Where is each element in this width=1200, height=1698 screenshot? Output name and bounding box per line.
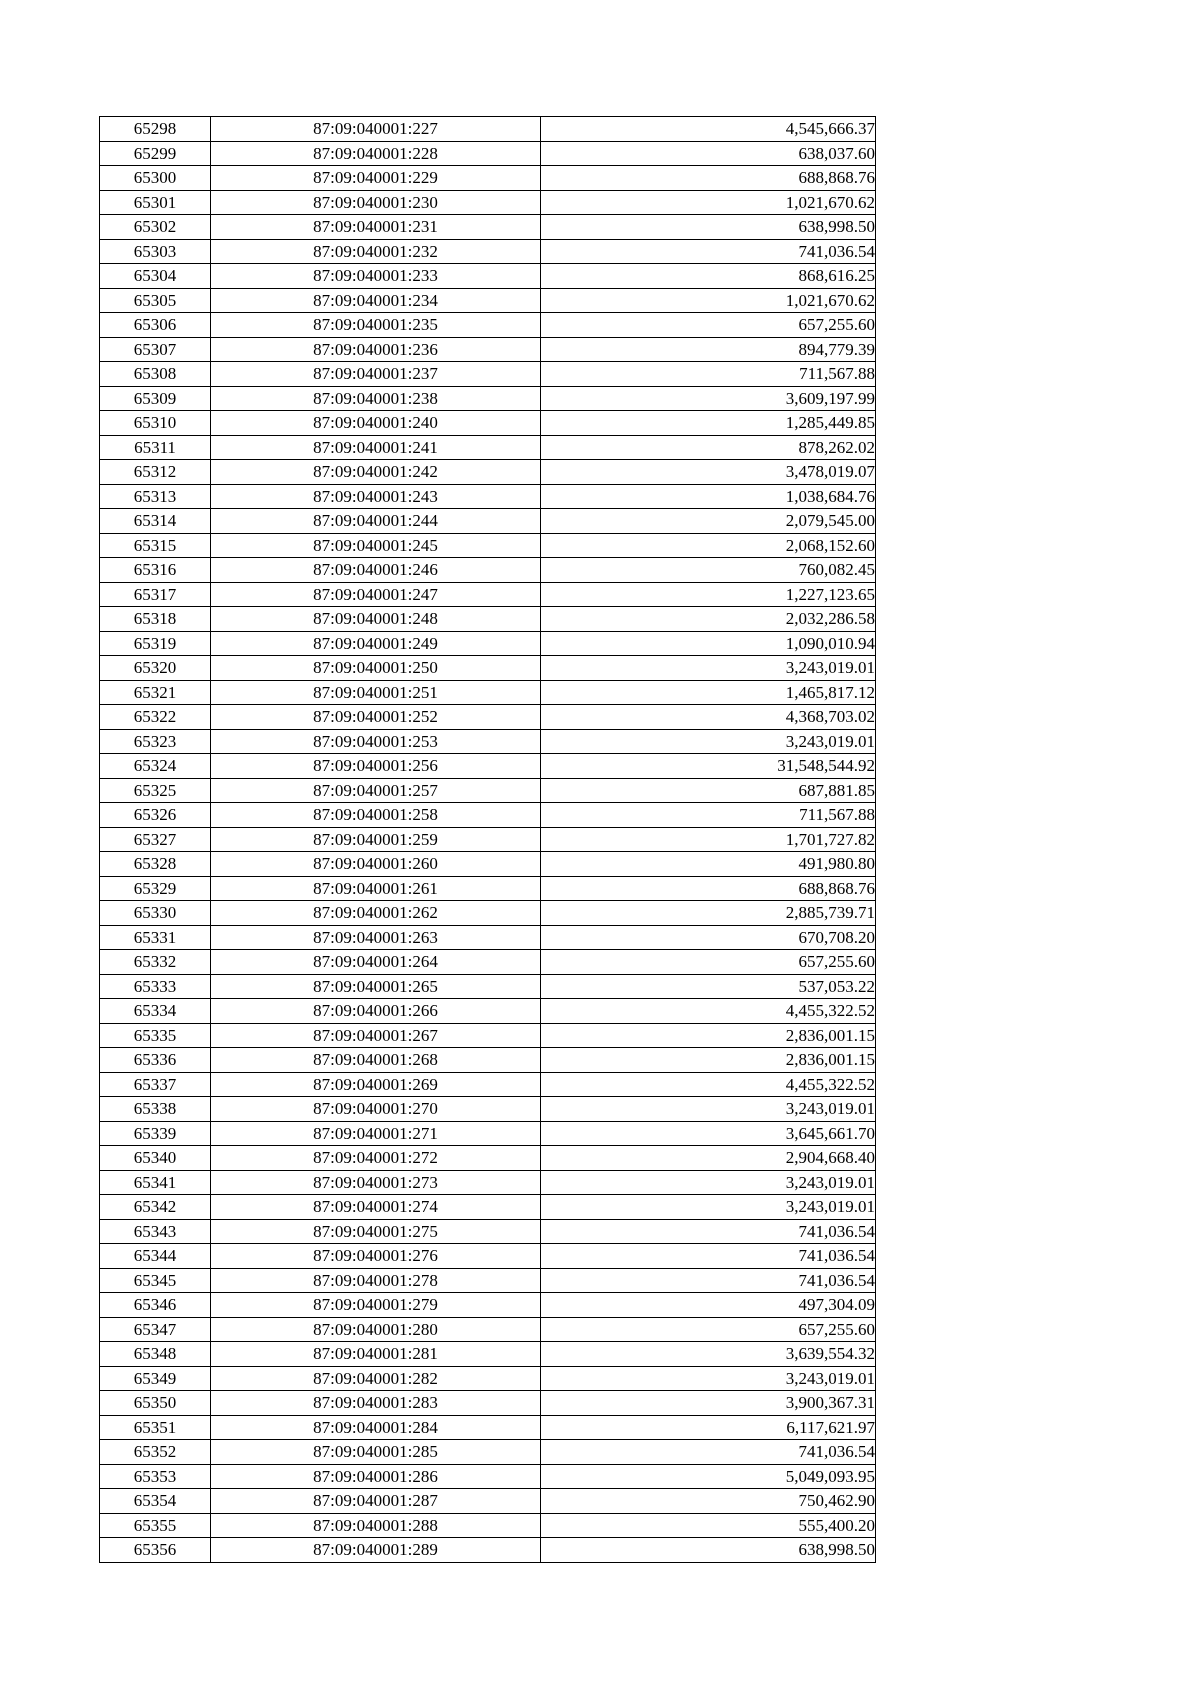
table-row [100, 974, 876, 999]
value-cell: 760,082.45 [541, 558, 876, 583]
row-number-cell: 65309 [100, 386, 211, 411]
table-row [100, 117, 876, 142]
row-number-cell: 65332 [100, 950, 211, 975]
value-cell: 657,255.60 [541, 1317, 876, 1342]
value-cell: 638,998.50 [541, 215, 876, 240]
value-cell: 4,455,322.52 [541, 999, 876, 1024]
table-row [100, 460, 876, 485]
table-row [100, 1023, 876, 1048]
value-cell: 3,243,019.01 [541, 729, 876, 754]
row-number-cell: 65321 [100, 680, 211, 705]
table-row [100, 1219, 876, 1244]
table-row [100, 582, 876, 607]
value-cell: 6,117,621.97 [541, 1415, 876, 1440]
cadastral-number-cell: 87:09:040001:258 [211, 803, 541, 828]
table-row [100, 656, 876, 681]
value-cell: 711,567.88 [541, 362, 876, 387]
cadastral-number-cell: 87:09:040001:230 [211, 190, 541, 215]
table-row [100, 1538, 876, 1563]
cadastral-number-cell: 87:09:040001:289 [211, 1538, 541, 1563]
cadastral-number-cell: 87:09:040001:274 [211, 1195, 541, 1220]
cadastral-number-cell: 87:09:040001:266 [211, 999, 541, 1024]
value-cell: 2,079,545.00 [541, 509, 876, 534]
table-row [100, 827, 876, 852]
cadastral-number-cell: 87:09:040001:263 [211, 925, 541, 950]
value-cell: 3,243,019.01 [541, 656, 876, 681]
value-cell: 741,036.54 [541, 1219, 876, 1244]
cadastral-number-cell: 87:09:040001:250 [211, 656, 541, 681]
value-cell: 3,243,019.01 [541, 1097, 876, 1122]
value-cell: 688,868.76 [541, 166, 876, 191]
table-row [100, 435, 876, 460]
row-number-cell: 65307 [100, 337, 211, 362]
cadastral-number-cell: 87:09:040001:270 [211, 1097, 541, 1122]
row-number-cell: 65345 [100, 1268, 211, 1293]
table-body [100, 117, 876, 1563]
row-number-cell: 65303 [100, 239, 211, 264]
cadastral-number-cell: 87:09:040001:229 [211, 166, 541, 191]
row-number-cell: 65348 [100, 1342, 211, 1367]
row-number-cell: 65331 [100, 925, 211, 950]
value-cell: 1,285,449.85 [541, 411, 876, 436]
cadastral-number-cell: 87:09:040001:261 [211, 876, 541, 901]
table-row [100, 1415, 876, 1440]
cadastral-number-cell: 87:09:040001:276 [211, 1244, 541, 1269]
row-number-cell: 65320 [100, 656, 211, 681]
value-cell: 2,885,739.71 [541, 901, 876, 926]
value-cell: 688,868.76 [541, 876, 876, 901]
cadastral-number-cell: 87:09:040001:283 [211, 1391, 541, 1416]
cadastral-number-cell: 87:09:040001:244 [211, 509, 541, 534]
table-row [100, 1342, 876, 1367]
table-row [100, 852, 876, 877]
row-number-cell: 65333 [100, 974, 211, 999]
value-cell: 1,227,123.65 [541, 582, 876, 607]
row-number-cell: 65340 [100, 1146, 211, 1171]
value-cell: 638,998.50 [541, 1538, 876, 1563]
row-number-cell: 65322 [100, 705, 211, 730]
table-row [100, 803, 876, 828]
value-cell: 4,368,703.02 [541, 705, 876, 730]
cadastral-number-cell: 87:09:040001:248 [211, 607, 541, 632]
row-number-cell: 65326 [100, 803, 211, 828]
value-cell: 2,904,668.40 [541, 1146, 876, 1171]
value-cell: 497,304.09 [541, 1293, 876, 1318]
value-cell: 3,639,554.32 [541, 1342, 876, 1367]
cadastral-number-cell: 87:09:040001:233 [211, 264, 541, 289]
cadastral-number-cell: 87:09:040001:281 [211, 1342, 541, 1367]
table-row [100, 1464, 876, 1489]
row-number-cell: 65312 [100, 460, 211, 485]
table-row [100, 1513, 876, 1538]
table-row [100, 215, 876, 240]
value-cell: 878,262.02 [541, 435, 876, 460]
row-number-cell: 65306 [100, 313, 211, 338]
value-cell: 4,455,322.52 [541, 1072, 876, 1097]
value-cell: 741,036.54 [541, 239, 876, 264]
value-cell: 1,021,670.62 [541, 190, 876, 215]
row-number-cell: 65313 [100, 484, 211, 509]
value-cell: 3,478,019.07 [541, 460, 876, 485]
value-cell: 491,980.80 [541, 852, 876, 877]
cadastral-number-cell: 87:09:040001:246 [211, 558, 541, 583]
table-row [100, 1170, 876, 1195]
row-number-cell: 65353 [100, 1464, 211, 1489]
row-number-cell: 65302 [100, 215, 211, 240]
row-number-cell: 65324 [100, 754, 211, 779]
row-number-cell: 65315 [100, 533, 211, 558]
value-cell: 31,548,544.92 [541, 754, 876, 779]
row-number-cell: 65318 [100, 607, 211, 632]
row-number-cell: 65301 [100, 190, 211, 215]
cadastral-number-cell: 87:09:040001:253 [211, 729, 541, 754]
row-number-cell: 65347 [100, 1317, 211, 1342]
row-number-cell: 65314 [100, 509, 211, 534]
table-row [100, 729, 876, 754]
row-number-cell: 65328 [100, 852, 211, 877]
row-number-cell: 65298 [100, 117, 211, 142]
table-row [100, 1048, 876, 1073]
row-number-cell: 65305 [100, 288, 211, 313]
cadastral-number-cell: 87:09:040001:272 [211, 1146, 541, 1171]
cadastral-number-cell: 87:09:040001:240 [211, 411, 541, 436]
cadastral-number-cell: 87:09:040001:259 [211, 827, 541, 852]
table-row [100, 288, 876, 313]
cadastral-number-cell: 87:09:040001:262 [211, 901, 541, 926]
table-row [100, 558, 876, 583]
value-cell: 750,462.90 [541, 1489, 876, 1514]
table-row [100, 313, 876, 338]
cadastral-value-table [99, 116, 876, 1563]
value-cell: 657,255.60 [541, 950, 876, 975]
value-cell: 2,836,001.15 [541, 1023, 876, 1048]
table-row [100, 533, 876, 558]
cadastral-number-cell: 87:09:040001:265 [211, 974, 541, 999]
value-cell: 3,609,197.99 [541, 386, 876, 411]
row-number-cell: 65355 [100, 1513, 211, 1538]
table-row [100, 1293, 876, 1318]
row-number-cell: 65325 [100, 778, 211, 803]
cadastral-number-cell: 87:09:040001:252 [211, 705, 541, 730]
value-cell: 2,836,001.15 [541, 1048, 876, 1073]
cadastral-number-cell: 87:09:040001:287 [211, 1489, 541, 1514]
table-row [100, 141, 876, 166]
value-cell: 741,036.54 [541, 1244, 876, 1269]
table-row [100, 166, 876, 191]
cadastral-number-cell: 87:09:040001:242 [211, 460, 541, 485]
value-cell: 741,036.54 [541, 1440, 876, 1465]
value-cell: 3,900,367.31 [541, 1391, 876, 1416]
cadastral-number-cell: 87:09:040001:247 [211, 582, 541, 607]
cadastral-number-cell: 87:09:040001:284 [211, 1415, 541, 1440]
row-number-cell: 65330 [100, 901, 211, 926]
value-cell: 5,049,093.95 [541, 1464, 876, 1489]
cadastral-number-cell: 87:09:040001:228 [211, 141, 541, 166]
table-row [100, 631, 876, 656]
value-cell: 687,881.85 [541, 778, 876, 803]
table-row [100, 386, 876, 411]
row-number-cell: 65329 [100, 876, 211, 901]
row-number-cell: 65316 [100, 558, 211, 583]
row-number-cell: 65310 [100, 411, 211, 436]
value-cell: 3,243,019.01 [541, 1170, 876, 1195]
cadastral-number-cell: 87:09:040001:288 [211, 1513, 541, 1538]
table-row [100, 1097, 876, 1122]
row-number-cell: 65311 [100, 435, 211, 460]
row-number-cell: 65300 [100, 166, 211, 191]
value-cell: 1,465,817.12 [541, 680, 876, 705]
row-number-cell: 65352 [100, 1440, 211, 1465]
row-number-cell: 65323 [100, 729, 211, 754]
row-number-cell: 65339 [100, 1121, 211, 1146]
value-cell: 3,243,019.01 [541, 1366, 876, 1391]
row-number-cell: 65351 [100, 1415, 211, 1440]
cadastral-number-cell: 87:09:040001:245 [211, 533, 541, 558]
value-cell: 2,068,152.60 [541, 533, 876, 558]
value-cell: 1,038,684.76 [541, 484, 876, 509]
table-row [100, 1146, 876, 1171]
value-cell: 711,567.88 [541, 803, 876, 828]
cadastral-number-cell: 87:09:040001:280 [211, 1317, 541, 1342]
table-row [100, 411, 876, 436]
cadastral-number-cell: 87:09:040001:243 [211, 484, 541, 509]
value-cell: 1,090,010.94 [541, 631, 876, 656]
table-row [100, 484, 876, 509]
table-row [100, 1268, 876, 1293]
cadastral-number-cell: 87:09:040001:227 [211, 117, 541, 142]
cadastral-number-cell: 87:09:040001:236 [211, 337, 541, 362]
cadastral-number-cell: 87:09:040001:235 [211, 313, 541, 338]
table-row [100, 950, 876, 975]
table-row [100, 1195, 876, 1220]
row-number-cell: 65336 [100, 1048, 211, 1073]
cadastral-number-cell: 87:09:040001:232 [211, 239, 541, 264]
table-row [100, 1317, 876, 1342]
cadastral-number-cell: 87:09:040001:271 [211, 1121, 541, 1146]
cadastral-number-cell: 87:09:040001:269 [211, 1072, 541, 1097]
row-number-cell: 65337 [100, 1072, 211, 1097]
table-row [100, 362, 876, 387]
value-cell: 638,037.60 [541, 141, 876, 166]
value-cell: 741,036.54 [541, 1268, 876, 1293]
cadastral-number-cell: 87:09:040001:273 [211, 1170, 541, 1195]
cadastral-number-cell: 87:09:040001:275 [211, 1219, 541, 1244]
cadastral-number-cell: 87:09:040001:238 [211, 386, 541, 411]
table-row [100, 1244, 876, 1269]
row-number-cell: 65338 [100, 1097, 211, 1122]
row-number-cell: 65342 [100, 1195, 211, 1220]
value-cell: 3,243,019.01 [541, 1195, 876, 1220]
table-row [100, 1366, 876, 1391]
table-row [100, 1121, 876, 1146]
cadastral-number-cell: 87:09:040001:241 [211, 435, 541, 460]
row-number-cell: 65317 [100, 582, 211, 607]
table-row [100, 680, 876, 705]
table-row [100, 754, 876, 779]
table-row [100, 239, 876, 264]
value-cell: 1,701,727.82 [541, 827, 876, 852]
value-cell: 657,255.60 [541, 313, 876, 338]
cadastral-number-cell: 87:09:040001:234 [211, 288, 541, 313]
table-row [100, 337, 876, 362]
table-row [100, 1440, 876, 1465]
row-number-cell: 65334 [100, 999, 211, 1024]
row-number-cell: 65299 [100, 141, 211, 166]
cadastral-number-cell: 87:09:040001:231 [211, 215, 541, 240]
cadastral-number-cell: 87:09:040001:256 [211, 754, 541, 779]
row-number-cell: 65350 [100, 1391, 211, 1416]
value-cell: 4,545,666.37 [541, 117, 876, 142]
row-number-cell: 65308 [100, 362, 211, 387]
table-row [100, 190, 876, 215]
row-number-cell: 65304 [100, 264, 211, 289]
table-row [100, 1072, 876, 1097]
table-row [100, 607, 876, 632]
cadastral-number-cell: 87:09:040001:257 [211, 778, 541, 803]
cadastral-number-cell: 87:09:040001:279 [211, 1293, 541, 1318]
cadastral-number-cell: 87:09:040001:264 [211, 950, 541, 975]
row-number-cell: 65356 [100, 1538, 211, 1563]
cadastral-number-cell: 87:09:040001:267 [211, 1023, 541, 1048]
table-row [100, 1391, 876, 1416]
cadastral-number-cell: 87:09:040001:286 [211, 1464, 541, 1489]
row-number-cell: 65335 [100, 1023, 211, 1048]
value-cell: 868,616.25 [541, 264, 876, 289]
value-cell: 894,779.39 [541, 337, 876, 362]
row-number-cell: 65354 [100, 1489, 211, 1514]
value-cell: 2,032,286.58 [541, 607, 876, 632]
table-row [100, 925, 876, 950]
table-row [100, 509, 876, 534]
cadastral-number-cell: 87:09:040001:237 [211, 362, 541, 387]
row-number-cell: 65341 [100, 1170, 211, 1195]
row-number-cell: 65346 [100, 1293, 211, 1318]
cadastral-number-cell: 87:09:040001:282 [211, 1366, 541, 1391]
value-cell: 670,708.20 [541, 925, 876, 950]
table-row [100, 1489, 876, 1514]
cadastral-number-cell: 87:09:040001:249 [211, 631, 541, 656]
row-number-cell: 65319 [100, 631, 211, 656]
table-row [100, 999, 876, 1024]
value-cell: 555,400.20 [541, 1513, 876, 1538]
cadastral-number-cell: 87:09:040001:268 [211, 1048, 541, 1073]
cadastral-number-cell: 87:09:040001:260 [211, 852, 541, 877]
value-cell: 1,021,670.62 [541, 288, 876, 313]
table-row [100, 876, 876, 901]
cadastral-number-cell: 87:09:040001:285 [211, 1440, 541, 1465]
table-row [100, 901, 876, 926]
table-row [100, 705, 876, 730]
value-cell: 537,053.22 [541, 974, 876, 999]
cadastral-number-cell: 87:09:040001:251 [211, 680, 541, 705]
row-number-cell: 65343 [100, 1219, 211, 1244]
row-number-cell: 65344 [100, 1244, 211, 1269]
row-number-cell: 65349 [100, 1366, 211, 1391]
value-cell: 3,645,661.70 [541, 1121, 876, 1146]
table-row [100, 264, 876, 289]
row-number-cell: 65327 [100, 827, 211, 852]
table-row [100, 778, 876, 803]
cadastral-number-cell: 87:09:040001:278 [211, 1268, 541, 1293]
